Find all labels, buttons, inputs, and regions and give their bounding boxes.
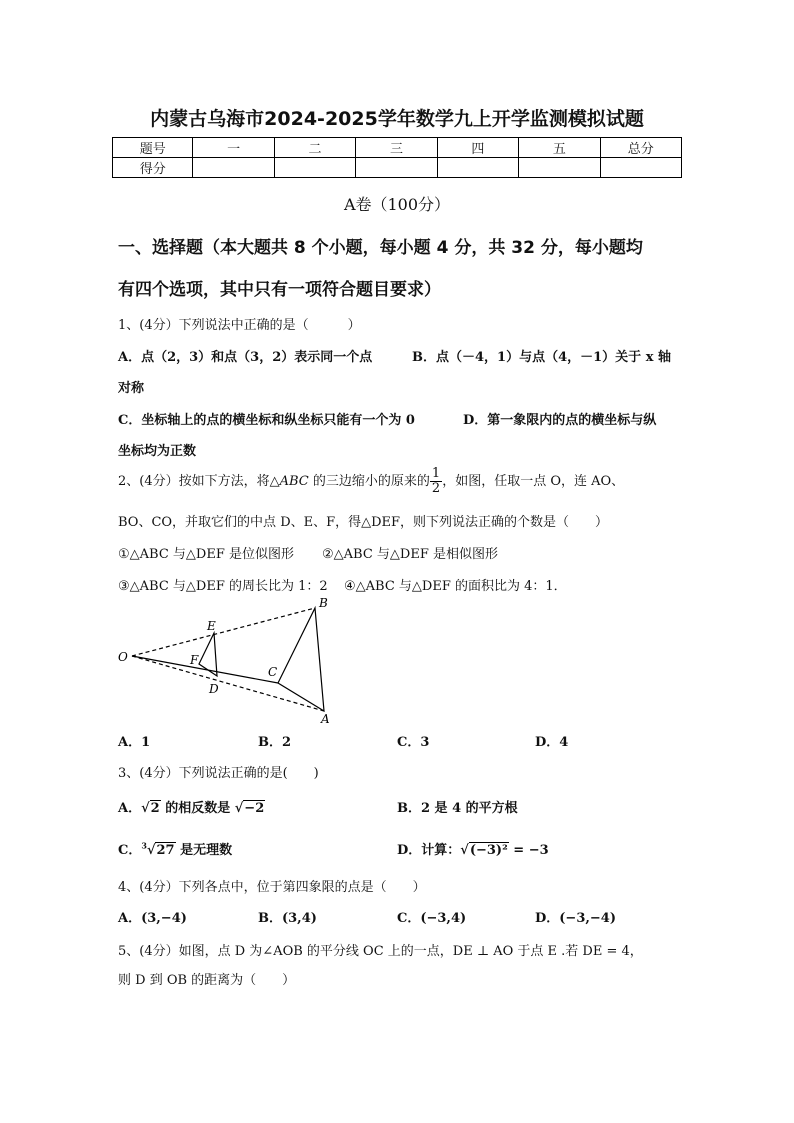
label-c: C xyxy=(268,665,278,679)
q3-stem: 3、(4分）下列说法正确的是( ) xyxy=(118,766,319,781)
score-header-cell: 二 xyxy=(274,138,355,158)
q1-stem: 1、(4分）下列说法中正确的是（ ） xyxy=(118,318,361,333)
label-f: F xyxy=(190,653,199,667)
q1-option-b: B．点（－4，1）与点（4，－1）关于 x 轴 xyxy=(412,350,671,365)
score-table-score-row xyxy=(113,158,682,178)
label-o: O xyxy=(118,650,128,664)
score-cell xyxy=(193,158,274,178)
q5-stem-line2: 则 D 到 OB 的距离为（ ） xyxy=(118,973,296,988)
q2-stem-line2: BO、CO，并取它们的中点 D、E、F，得△DEF，则下列说法正确的个数是（ ） xyxy=(118,515,609,530)
q5-stem-line1: 5、(4分）如图，点 D 为∠AOB 的平分线 OC 上的一点，DE ⊥ AO 于点 E .若 DE = 4， xyxy=(118,944,643,959)
q2-triangle-abc: △ABC xyxy=(269,474,309,489)
q2-statement-4: ④△ABC 与△DEF 的面积比为 4：1． xyxy=(344,579,567,594)
score-header-cell: 总分 xyxy=(600,138,681,158)
q3-c-label: C． xyxy=(118,843,142,858)
score-row-label: 得分 xyxy=(113,158,193,178)
q3-a-radicand-2: −2 xyxy=(244,801,265,816)
q2-stem-pre: 2、(4分）按如下方法，将 xyxy=(118,474,270,489)
q2-figure xyxy=(112,592,352,730)
score-cell xyxy=(519,158,600,178)
q2-statement-1: ①△ABC 与△DEF 是位似图形 xyxy=(118,547,294,562)
q2-fraction-num: 1 xyxy=(431,466,441,481)
score-cell xyxy=(356,158,437,178)
q3-d-post: = −3 xyxy=(508,843,549,858)
q4-stem: 4、(4分）下列各点中，位于第四象限的点是（ ） xyxy=(118,880,426,895)
q2-stem-post: ，如图，任取一点 O，连 AO、 xyxy=(442,474,625,489)
q4-option-a: A．(3,−4) xyxy=(118,911,187,926)
label-a: A xyxy=(321,712,330,726)
q4-option-c: C．(−3,4) xyxy=(397,911,467,926)
score-header-cell: 四 xyxy=(437,138,518,158)
q3-a-radicand-1: 2 xyxy=(150,801,160,816)
q1-option-d: D．第一象限内的点的横坐标与纵 xyxy=(463,413,657,428)
score-header-cell: 一 xyxy=(193,138,274,158)
q2-option-b: B．2 xyxy=(258,735,292,750)
q2-option-d: D．4 xyxy=(535,735,569,750)
q2-option-c: C．3 xyxy=(397,735,430,750)
part1-heading-line2: 有四个选项，其中只有一项符合题目要求） xyxy=(118,280,441,300)
q3-option-d: D．计算：√(−3)² = −3 xyxy=(397,843,549,858)
score-header-cell: 题号 xyxy=(113,138,193,158)
q4-option-b: B．(3,4) xyxy=(258,911,317,926)
line-oc xyxy=(132,656,278,683)
score-table-header-row xyxy=(113,138,682,158)
q2-option-a: A．1 xyxy=(118,735,151,750)
exam-title: 内蒙古乌海市2024-2025学年数学九上开学监测模拟试题 xyxy=(150,108,644,130)
q2-statement-3: ③△ABC 与△DEF 的周长比为 1：2 xyxy=(118,579,328,594)
score-cell xyxy=(437,158,518,178)
score-cell xyxy=(274,158,355,178)
q3-option-c: C．$^3$√27 是无理数 xyxy=(118,840,233,858)
dashed-line-ob xyxy=(132,608,315,656)
part1-heading-line1: 一、选择题（本大题共 8 个小题，每小题 4 分，共 32 分，每小题均 xyxy=(118,238,643,258)
q3-option-a: A．√2 的相反数是 √−2 xyxy=(118,801,265,816)
score-cell xyxy=(600,158,681,178)
label-e: E xyxy=(207,619,216,633)
triangle-abc-shape xyxy=(278,608,324,711)
score-table xyxy=(112,137,682,178)
q3-option-b: B．2 是 4 的平方根 xyxy=(397,801,518,816)
score-header-cell: 三 xyxy=(356,138,437,158)
q2-fraction xyxy=(430,467,442,496)
section-a-heading: A卷（100分） xyxy=(343,195,451,214)
q3-d-label: D．计算： xyxy=(397,843,461,858)
q2-stem xyxy=(118,466,624,498)
q2-stem-mid: 的三边缩小的原来的 xyxy=(308,474,430,489)
q4-option-d: D．(−3,−4) xyxy=(535,911,616,926)
q1-option-a: A．点（2，3）和点（3，2）表示同一个点 xyxy=(118,350,373,365)
score-header-cell: 五 xyxy=(519,138,600,158)
q3-d-radicand: (−3)² xyxy=(469,843,508,858)
triangle-def-shape xyxy=(199,633,217,676)
q1-option-d-cont: 坐标均为正数 xyxy=(118,444,197,459)
q3-c-post: 是无理数 xyxy=(175,843,233,858)
label-d: D xyxy=(209,682,219,696)
label-b: B xyxy=(319,596,328,610)
q2-fraction-den: 2 xyxy=(431,481,441,496)
q1-option-b-cont: 对称 xyxy=(118,381,145,396)
q3-a-label: A． xyxy=(118,801,142,816)
q1-option-c: C．坐标轴上的点的横坐标和纵坐标只能有一个为 0 xyxy=(118,413,415,428)
dashed-line-oa xyxy=(132,656,324,711)
q3-c-root-index: 3 xyxy=(141,840,147,851)
q3-c-radicand: 27 xyxy=(156,843,175,858)
q3-a-mid: 的相反数是 xyxy=(160,801,235,816)
q2-statement-2: ②△ABC 与△DEF 是相似图形 xyxy=(322,547,498,562)
